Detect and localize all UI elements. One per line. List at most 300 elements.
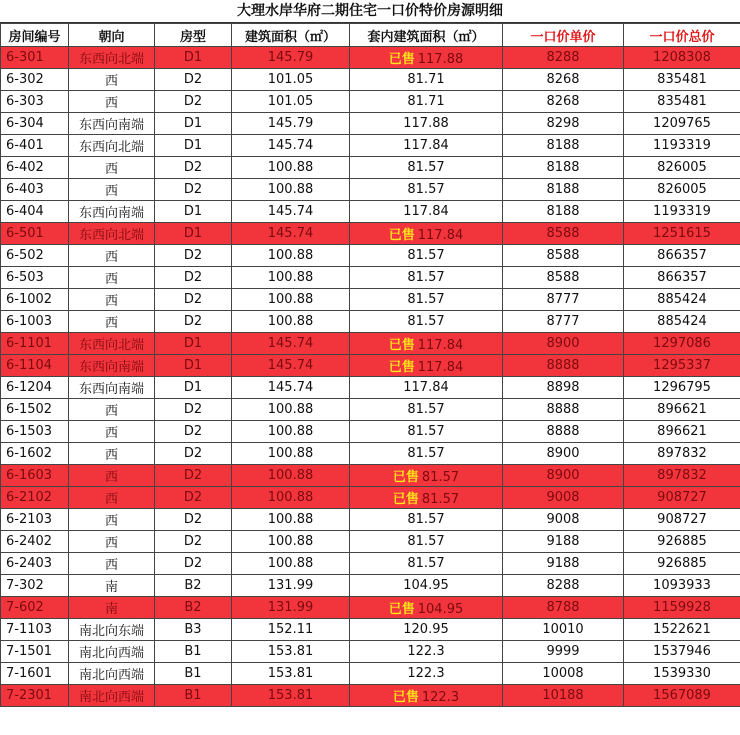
unit-price-cell — [503, 531, 624, 553]
type-cell — [155, 91, 232, 113]
inner-area-cell-value: 117.84 — [403, 138, 449, 153]
area-cell-value: 100.88 — [267, 314, 314, 329]
area-cell — [232, 267, 350, 289]
inner-area-cell-value: 117.84 — [403, 380, 449, 395]
area-cell-value: 153.81 — [267, 644, 314, 659]
inner-area-cell — [350, 135, 503, 157]
inner-area-cell-value: 122.3 — [407, 666, 445, 681]
unit-price-cell — [503, 223, 624, 245]
room-cell-value: 6-402 — [6, 160, 44, 175]
unit-price-cell — [503, 553, 624, 575]
table-row — [1, 377, 740, 399]
inner-area-cell — [350, 575, 503, 597]
area-cell-value: 145.74 — [267, 358, 314, 373]
orientation-cell — [69, 531, 155, 553]
area-cell — [232, 91, 350, 113]
orientation-cell — [69, 421, 155, 443]
table-row — [1, 135, 740, 157]
total-price-cell — [624, 311, 740, 333]
total-price-cell — [624, 135, 740, 157]
unit-price-cell-value: 8900 — [546, 336, 580, 351]
sold-badge: 已售 — [392, 492, 419, 507]
unit-price-cell-value: 8888 — [546, 402, 580, 417]
room-cell-value: 6-501 — [6, 226, 44, 241]
type-cell — [155, 509, 232, 531]
inner-area-cell-value: 117.84 — [417, 228, 464, 243]
type-cell — [155, 553, 232, 575]
area-cell — [232, 531, 350, 553]
orientation-cell — [69, 179, 155, 201]
type-cell-value: D2 — [183, 424, 203, 439]
room-cell — [1, 509, 69, 531]
orientation-cell-value: 东西向北端 — [78, 338, 144, 353]
type-cell — [155, 465, 232, 487]
inner-area-cell — [350, 641, 503, 663]
room-cell — [1, 531, 69, 553]
type-cell-value: B2 — [184, 578, 202, 593]
type-cell — [155, 157, 232, 179]
inner-area-cell — [350, 289, 503, 311]
inner-area-cell — [350, 333, 503, 355]
type-cell-value: D1 — [183, 50, 203, 65]
room-cell-value: 7-1601 — [6, 666, 53, 681]
total-price-cell-value: 1567089 — [653, 688, 711, 703]
header-row — [1, 24, 740, 47]
total-price-cell-value: 835481 — [657, 94, 707, 109]
area-cell-value: 153.81 — [267, 666, 314, 681]
type-cell-value: D2 — [183, 94, 203, 109]
total-price-cell — [624, 245, 740, 267]
unit-price-cell — [503, 179, 624, 201]
unit-price-cell-value: 8900 — [546, 446, 580, 461]
room-cell — [1, 465, 69, 487]
area-cell-value: 145.74 — [267, 204, 314, 219]
unit-price-cell-value: 9008 — [546, 490, 580, 505]
area-cell — [232, 311, 350, 333]
unit-price-cell-value: 9999 — [546, 644, 580, 659]
inner-area-cell — [350, 663, 503, 685]
unit-price-cell-value: 8188 — [546, 182, 580, 197]
total-price-cell-value: 1193319 — [653, 204, 711, 219]
total-price-cell-value: 1193319 — [653, 138, 711, 153]
area-cell-value: 101.05 — [267, 72, 314, 87]
table-row — [1, 69, 740, 91]
unit-price-cell — [503, 641, 624, 663]
room-cell-value: 6-1101 — [6, 336, 53, 351]
type-cell-value: D1 — [183, 116, 203, 131]
area-cell — [232, 443, 350, 465]
table-row — [1, 531, 740, 553]
room-cell — [1, 421, 69, 443]
area-cell — [232, 487, 350, 509]
table-row — [1, 641, 740, 663]
unit-price-cell-value: 8188 — [546, 138, 580, 153]
room-cell-value: 6-301 — [6, 50, 44, 65]
table-row — [1, 575, 740, 597]
area-cell-value: 145.79 — [267, 116, 314, 131]
type-cell-value: D2 — [183, 314, 203, 329]
total-price-cell-value: 908727 — [657, 512, 707, 527]
orientation-cell — [69, 575, 155, 597]
inner-area-cell — [350, 267, 503, 289]
total-price-cell — [624, 201, 740, 223]
unit-price-cell — [503, 377, 624, 399]
type-cell-value: D1 — [183, 226, 203, 241]
type-cell — [155, 179, 232, 201]
type-cell-value: D1 — [183, 380, 203, 395]
inner-area-cell — [350, 47, 503, 69]
orientation-cell-value: 西 — [104, 404, 118, 419]
orientation-cell-value: 东西向南端 — [78, 360, 144, 375]
table-row — [1, 487, 740, 509]
room-cell-value: 6-1104 — [6, 358, 53, 373]
type-cell — [155, 421, 232, 443]
total-price-cell — [624, 575, 740, 597]
inner-area-cell-value: 81.57 — [407, 424, 445, 439]
orientation-cell — [69, 69, 155, 91]
inner-area-cell-value: 81.57 — [407, 270, 445, 285]
sold-badge: 已售 — [388, 228, 415, 243]
orientation-cell — [69, 663, 155, 685]
area-cell — [232, 201, 350, 223]
type-cell — [155, 641, 232, 663]
unit-price-cell-value: 10010 — [542, 622, 584, 637]
room-cell — [1, 685, 69, 707]
total-price-cell — [624, 663, 740, 685]
inner-area-cell-value: 81.57 — [407, 402, 445, 417]
area-cell — [232, 685, 350, 707]
inner-area-cell-value: 104.95 — [417, 602, 464, 617]
area-cell — [232, 69, 350, 91]
area-cell-value: 145.74 — [267, 336, 314, 351]
room-cell-value: 6-1603 — [6, 468, 53, 483]
inner-area-cell — [350, 157, 503, 179]
inner-area-cell — [350, 531, 503, 553]
sold-badge: 已售 — [388, 602, 415, 617]
table-row — [1, 223, 740, 245]
room-cell — [1, 245, 69, 267]
type-cell-value: D2 — [183, 534, 203, 549]
orientation-cell — [69, 311, 155, 333]
unit-price-cell-value: 8188 — [546, 204, 580, 219]
unit-price-cell — [503, 267, 624, 289]
type-cell-value: D2 — [183, 160, 203, 175]
inner-area-cell — [350, 685, 503, 707]
header-type: 房型 — [155, 24, 232, 47]
area-cell-value: 100.88 — [267, 424, 314, 439]
unit-price-cell-value: 8788 — [546, 600, 580, 615]
total-price-cell — [624, 157, 740, 179]
type-cell-value: D2 — [183, 556, 203, 571]
inner-area-cell — [350, 179, 503, 201]
inner-area-cell-value: 81.57 — [421, 492, 460, 507]
inner-area-cell-value: 120.95 — [403, 622, 449, 637]
total-price-cell — [624, 333, 740, 355]
area-cell — [232, 113, 350, 135]
document-title: 大理水岸华府二期住宅一口价特价房源明细 — [0, 0, 740, 23]
unit-price-cell-value: 8588 — [546, 270, 580, 285]
total-price-cell — [624, 619, 740, 641]
room-cell-value: 6-1503 — [6, 424, 53, 439]
total-price-cell — [624, 685, 740, 707]
type-cell-value: D1 — [183, 336, 203, 351]
unit-price-cell — [503, 597, 624, 619]
room-cell — [1, 201, 69, 223]
orientation-cell-value: 西 — [104, 272, 118, 287]
inner-area-cell — [350, 201, 503, 223]
table-row — [1, 443, 740, 465]
unit-price-cell — [503, 311, 624, 333]
sold-badge: 已售 — [388, 52, 415, 67]
room-cell-value: 6-2403 — [6, 556, 53, 571]
room-cell-value: 6-2402 — [6, 534, 53, 549]
unit-price-cell-value: 8588 — [546, 226, 580, 241]
unit-price-cell — [503, 619, 624, 641]
type-cell-value: D1 — [183, 358, 203, 373]
inner-area-cell — [350, 597, 503, 619]
type-cell — [155, 223, 232, 245]
table-row — [1, 245, 740, 267]
area-cell-value: 131.99 — [267, 578, 314, 593]
orientation-cell — [69, 135, 155, 157]
total-price-cell-value: 826005 — [657, 160, 707, 175]
inner-area-cell-value: 122.3 — [407, 644, 445, 659]
orientation-cell — [69, 201, 155, 223]
total-price-cell — [624, 377, 740, 399]
area-cell — [232, 575, 350, 597]
total-price-cell — [624, 355, 740, 377]
room-cell — [1, 157, 69, 179]
type-cell-value: D2 — [183, 490, 203, 505]
area-cell — [232, 377, 350, 399]
type-cell — [155, 443, 232, 465]
inner-area-cell — [350, 223, 503, 245]
header-inner-area: 套内建筑面积（㎡） — [350, 24, 503, 47]
inner-area-cell — [350, 91, 503, 113]
room-cell-value: 6-403 — [6, 182, 44, 197]
total-price-cell — [624, 179, 740, 201]
inner-area-cell-value: 81.57 — [407, 512, 445, 527]
total-price-cell-value: 826005 — [657, 182, 707, 197]
area-cell — [232, 465, 350, 487]
room-cell-value: 7-1103 — [6, 622, 53, 637]
orientation-cell — [69, 553, 155, 575]
inner-area-cell-value: 81.57 — [407, 446, 445, 461]
table-row — [1, 179, 740, 201]
room-cell — [1, 113, 69, 135]
orientation-cell — [69, 157, 155, 179]
unit-price-cell-value: 8268 — [546, 72, 580, 87]
room-cell-value: 6-1204 — [6, 380, 53, 395]
header-orientation: 朝向 — [69, 24, 155, 47]
total-price-cell-value: 1537946 — [653, 644, 711, 659]
type-cell — [155, 135, 232, 157]
inner-area-cell — [350, 69, 503, 91]
inner-area-cell-value: 81.57 — [407, 292, 445, 307]
orientation-cell-value: 西 — [104, 74, 118, 89]
unit-price-cell — [503, 509, 624, 531]
type-cell — [155, 267, 232, 289]
total-price-cell — [624, 47, 740, 69]
orientation-cell-value: 东西向南端 — [78, 382, 144, 397]
unit-price-cell-value: 10188 — [542, 688, 584, 703]
room-cell-value: 6-302 — [6, 72, 44, 87]
orientation-cell-value: 东西向北端 — [78, 228, 144, 243]
sold-badge: 已售 — [388, 338, 415, 353]
total-price-cell-value: 1297086 — [653, 336, 711, 351]
orientation-cell-value: 西 — [104, 184, 118, 199]
orientation-cell — [69, 91, 155, 113]
inner-area-cell-value: 117.84 — [417, 338, 464, 353]
room-cell-value: 6-1502 — [6, 402, 53, 417]
orientation-cell-value: 南北向西端 — [78, 690, 144, 705]
unit-price-cell-value: 8588 — [546, 248, 580, 263]
unit-price-cell — [503, 113, 624, 135]
orientation-cell-value: 东西向南端 — [78, 206, 144, 221]
area-cell-value: 100.88 — [267, 182, 314, 197]
room-cell-value: 7-302 — [6, 578, 44, 593]
unit-price-cell-value: 8268 — [546, 94, 580, 109]
area-cell — [232, 289, 350, 311]
orientation-cell-value: 西 — [104, 514, 118, 529]
type-cell — [155, 311, 232, 333]
orientation-cell-value: 西 — [104, 558, 118, 573]
unit-price-cell — [503, 201, 624, 223]
sold-badge: 已售 — [392, 470, 419, 485]
inner-area-cell-value: 117.88 — [417, 52, 464, 67]
unit-price-cell — [503, 487, 624, 509]
unit-price-cell — [503, 443, 624, 465]
room-cell — [1, 91, 69, 113]
total-price-cell — [624, 421, 740, 443]
orientation-cell — [69, 399, 155, 421]
room-cell-value: 6-502 — [6, 248, 44, 263]
type-cell — [155, 575, 232, 597]
total-price-cell — [624, 487, 740, 509]
orientation-cell-value: 西 — [104, 250, 118, 265]
type-cell — [155, 289, 232, 311]
area-cell — [232, 399, 350, 421]
orientation-cell — [69, 333, 155, 355]
inner-area-cell — [350, 113, 503, 135]
type-cell-value: D1 — [183, 204, 203, 219]
area-cell — [232, 157, 350, 179]
inner-area-cell-value: 81.71 — [407, 94, 445, 109]
inner-area-cell — [350, 619, 503, 641]
table-body — [1, 47, 740, 707]
total-price-cell-value: 897832 — [657, 446, 707, 461]
type-cell — [155, 333, 232, 355]
room-cell — [1, 267, 69, 289]
unit-price-cell-value: 9188 — [546, 534, 580, 549]
total-price-cell — [624, 641, 740, 663]
inner-area-cell-value: 117.88 — [403, 116, 449, 131]
type-cell-value: D2 — [183, 512, 203, 527]
table-row — [1, 421, 740, 443]
total-price-cell-value: 1295337 — [653, 358, 711, 373]
orientation-cell-value: 东西向北端 — [78, 140, 144, 155]
total-price-cell — [624, 399, 740, 421]
unit-price-cell-value: 9188 — [546, 556, 580, 571]
unit-price-cell — [503, 157, 624, 179]
area-cell-value: 145.74 — [267, 138, 314, 153]
unit-price-cell — [503, 355, 624, 377]
inner-area-cell-value: 81.57 — [421, 470, 460, 485]
type-cell — [155, 597, 232, 619]
area-cell-value: 100.88 — [267, 556, 314, 571]
room-cell — [1, 179, 69, 201]
total-price-cell-value: 897832 — [657, 468, 707, 483]
room-cell-value: 6-1602 — [6, 446, 53, 461]
room-cell — [1, 377, 69, 399]
orientation-cell — [69, 619, 155, 641]
area-cell-value: 100.88 — [267, 534, 314, 549]
unit-price-cell — [503, 421, 624, 443]
orientation-cell-value: 东西向北端 — [78, 52, 144, 67]
room-cell-value: 6-1003 — [6, 314, 53, 329]
type-cell-value: B1 — [184, 688, 202, 703]
table-row — [1, 399, 740, 421]
inner-area-cell-value: 81.57 — [407, 248, 445, 263]
area-cell-value: 131.99 — [267, 600, 314, 615]
table-row — [1, 663, 740, 685]
orientation-cell-value: 西 — [104, 96, 118, 111]
unit-price-cell — [503, 47, 624, 69]
unit-price-cell-value: 9008 — [546, 512, 580, 527]
room-cell-value: 6-303 — [6, 94, 44, 109]
total-price-cell-value: 926885 — [657, 556, 707, 571]
area-cell-value: 101.05 — [267, 94, 314, 109]
room-cell-value: 6-304 — [6, 116, 44, 131]
total-price-cell — [624, 69, 740, 91]
type-cell — [155, 201, 232, 223]
room-cell — [1, 399, 69, 421]
area-cell-value: 100.88 — [267, 446, 314, 461]
inner-area-cell-value: 81.71 — [407, 72, 445, 87]
orientation-cell — [69, 289, 155, 311]
total-price-cell-value: 1208308 — [653, 50, 711, 65]
room-cell — [1, 223, 69, 245]
total-price-cell-value: 1522621 — [653, 622, 711, 637]
orientation-cell — [69, 465, 155, 487]
orientation-cell — [69, 597, 155, 619]
room-cell — [1, 47, 69, 69]
unit-price-cell — [503, 663, 624, 685]
unit-price-cell — [503, 333, 624, 355]
header-unit-price: 一口价单价 — [503, 24, 624, 47]
unit-price-cell — [503, 465, 624, 487]
room-cell — [1, 289, 69, 311]
area-cell — [232, 663, 350, 685]
orientation-cell — [69, 487, 155, 509]
total-price-cell-value: 896621 — [657, 424, 707, 439]
total-price-cell-value: 1209765 — [653, 116, 711, 131]
room-cell — [1, 443, 69, 465]
table-row — [1, 333, 740, 355]
unit-price-cell-value: 8188 — [546, 160, 580, 175]
room-cell — [1, 663, 69, 685]
type-cell-value: D2 — [183, 468, 203, 483]
type-cell — [155, 487, 232, 509]
inner-area-cell — [350, 355, 503, 377]
orientation-cell-value: 西 — [104, 162, 118, 177]
unit-price-cell — [503, 69, 624, 91]
total-price-cell-value: 885424 — [657, 292, 707, 307]
total-price-cell — [624, 509, 740, 531]
room-cell-value: 6-2103 — [6, 512, 53, 527]
area-cell — [232, 223, 350, 245]
sold-badge: 已售 — [392, 690, 419, 705]
